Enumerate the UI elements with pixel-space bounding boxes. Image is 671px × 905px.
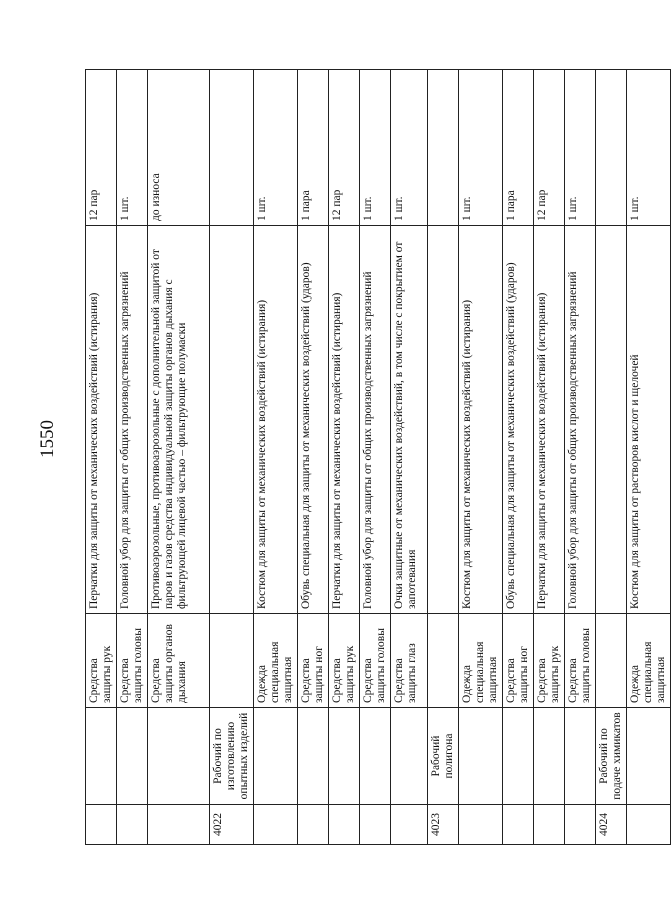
item-cell: Костюм для защиты от механических воздействий (истирания) xyxy=(459,226,503,614)
norm-cell: 1 шт. xyxy=(565,70,596,226)
norm-cell: 12 пар xyxy=(534,70,565,226)
code-cell xyxy=(391,805,428,845)
table-row xyxy=(254,70,298,845)
category-cell: Средства защиты ног xyxy=(298,614,329,708)
code-cell xyxy=(534,805,565,845)
profession-cell xyxy=(534,708,565,805)
table-row xyxy=(565,70,596,845)
item-cell: Обувь специальная для защиты от механических воздействий (ударов) xyxy=(298,226,329,614)
category-cell: Средства защиты рук xyxy=(534,614,565,708)
norm-cell: 1 пара xyxy=(503,70,534,226)
profession-cell: Рабочий по изготовлению опытных изделий xyxy=(210,708,254,805)
profession-cell xyxy=(254,708,298,805)
profession-cell: Рабочий полигона xyxy=(428,708,459,805)
category-cell xyxy=(596,614,627,708)
norm-cell: 12 пар xyxy=(86,70,117,226)
item-cell: Противоаэрозольные, противоаэрозольные с дополнительной защитой от паров и газов средства индивидуальной защиты органов дыхания с фильтрующей лицевой частью – фильтрующие полумаски xyxy=(148,226,210,614)
rotated-table-container xyxy=(85,70,667,845)
category-cell: Средства защиты головы xyxy=(360,614,391,708)
code-cell xyxy=(117,805,148,845)
table-row xyxy=(391,70,428,845)
profession-cell xyxy=(117,708,148,805)
table-row xyxy=(428,70,459,845)
table-row xyxy=(329,70,360,845)
code-cell xyxy=(627,805,671,845)
norm-cell: 1 шт. xyxy=(360,70,391,226)
code-cell xyxy=(565,805,596,845)
norm-cell: 1 шт. xyxy=(459,70,503,226)
table-row xyxy=(117,70,148,845)
category-cell: Средства защиты органов дыхания xyxy=(148,614,210,708)
profession-cell xyxy=(565,708,596,805)
norm-cell: 1 пара xyxy=(298,70,329,226)
profession-cell xyxy=(329,708,360,805)
code-cell xyxy=(254,805,298,845)
category-cell: Средства защиты головы xyxy=(565,614,596,708)
norm-cell: 1 шт. xyxy=(254,70,298,226)
profession-cell xyxy=(503,708,534,805)
code-cell: 4022 xyxy=(210,805,254,845)
code-cell xyxy=(459,805,503,845)
code-cell xyxy=(298,805,329,845)
profession-cell xyxy=(459,708,503,805)
category-cell: Одежда специальная защитная xyxy=(627,614,671,708)
code-cell xyxy=(503,805,534,845)
profession-cell xyxy=(298,708,329,805)
norm-cell: 1 шт. xyxy=(117,70,148,226)
item-cell: Перчатки для защиты от механических воздействий (истирания) xyxy=(329,226,360,614)
category-cell xyxy=(210,614,254,708)
item-cell: Костюм для защиты от растворов кислот и щелочей xyxy=(627,226,671,614)
item-cell xyxy=(596,226,627,614)
table-row xyxy=(503,70,534,845)
category-cell: Одежда специальная защитная xyxy=(254,614,298,708)
norm-cell xyxy=(596,70,627,226)
code-cell: 4023 xyxy=(428,805,459,845)
norm-cell xyxy=(210,70,254,226)
norm-cell: до износа xyxy=(148,70,210,226)
table-row xyxy=(534,70,565,845)
item-cell: Костюм для защиты от механических воздействий (истирания) xyxy=(254,226,298,614)
code-cell: 4024 xyxy=(596,805,627,845)
category-cell: Средства защиты глаз xyxy=(391,614,428,708)
category-cell: Средства защиты ног xyxy=(503,614,534,708)
table-row xyxy=(459,70,503,845)
item-cell xyxy=(428,226,459,614)
code-cell xyxy=(148,805,210,845)
item-cell: Головной убор для защиты от общих производственных загрязнений xyxy=(360,226,391,614)
profession-cell xyxy=(360,708,391,805)
item-cell: Обувь специальная для защиты от механических воздействий (ударов) xyxy=(503,226,534,614)
item-cell: Перчатки для защиты от механических воздействий (истирания) xyxy=(86,226,117,614)
norm-cell xyxy=(428,70,459,226)
code-cell xyxy=(86,805,117,845)
item-cell: Очки защитные от механических воздействий, в том числе с покрытием от запотевания xyxy=(391,226,428,614)
ppe-norms-table xyxy=(85,69,671,845)
table-row xyxy=(86,70,117,845)
code-cell xyxy=(360,805,391,845)
norm-cell: 12 пар xyxy=(329,70,360,226)
category-cell: Одежда специальная защитная xyxy=(459,614,503,708)
profession-cell xyxy=(391,708,428,805)
item-cell xyxy=(210,226,254,614)
table-row xyxy=(596,70,627,845)
profession-cell xyxy=(627,708,671,805)
norm-cell: 1 шт. xyxy=(391,70,428,226)
profession-cell: Рабочий по подаче химикатов xyxy=(596,708,627,805)
profession-cell xyxy=(148,708,210,805)
item-cell: Перчатки для защиты от механических воздействий (истирания) xyxy=(534,226,565,614)
code-cell xyxy=(329,805,360,845)
category-cell: Средства защиты головы xyxy=(117,614,148,708)
table-row xyxy=(627,70,671,845)
category-cell xyxy=(428,614,459,708)
profession-cell xyxy=(86,708,117,805)
category-cell: Средства защиты рук xyxy=(329,614,360,708)
table-row xyxy=(360,70,391,845)
table-row xyxy=(298,70,329,845)
table-row xyxy=(148,70,210,845)
item-cell: Головной убор для защиты от общих производственных загрязнений xyxy=(565,226,596,614)
page-number: 1550 xyxy=(37,420,58,458)
table-row xyxy=(210,70,254,845)
category-cell: Средства защиты рук xyxy=(86,614,117,708)
norm-cell: 1 шт. xyxy=(627,70,671,226)
item-cell: Головной убор для защиты от общих производственных загрязнений xyxy=(117,226,148,614)
